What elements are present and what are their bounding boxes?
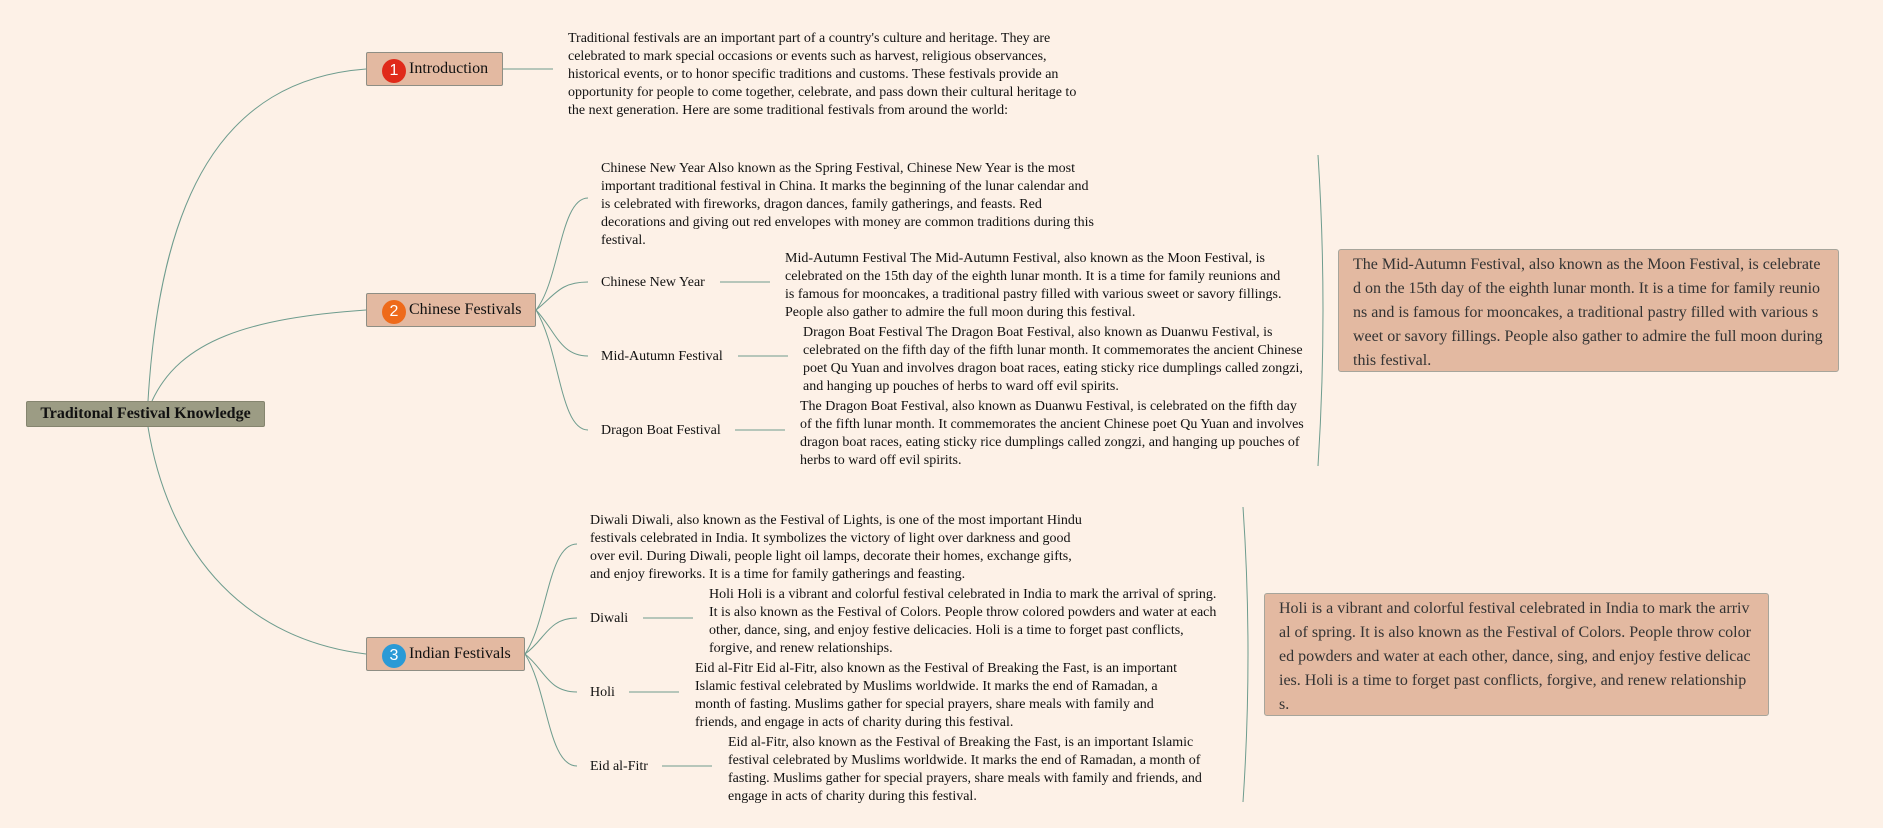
bracket-chinese xyxy=(1318,155,1323,466)
mid-autumn-festival-detail: Dragon Boat Festival The Dragon Boat Festival, also known as Duanwu Festival, is celebrated on the fifth day of the fifth lunar month. It commemorates the ancient Chinese poet Qu Yuan and involves dragon boat races, eating sticky rice dumplings called zongzi, and hanging up pouches of herbs to ward off evil spirits. xyxy=(803,325,1303,394)
connector-root-indian xyxy=(148,427,366,654)
item-diwali[interactable]: Diwali xyxy=(590,611,629,626)
item-chinese-new-year[interactable]: Chinese New Year xyxy=(601,275,705,290)
topic-label: Chinese Festivals xyxy=(409,301,522,318)
chinese-festivals-callout: The Mid-Autumn Festival, also known as the Moon Festival, is celebrated on the 15th day of the eighth lunar month. It is a time for family reunions and is famous for mooncakes, a traditional pastry filled with various sweet or savory fillings. People also gather to admire the full moon during this festival. xyxy=(1338,249,1839,372)
connector-root-chinese xyxy=(152,310,366,401)
connector-indian-diwali xyxy=(525,618,577,654)
topic-chinese-festivals[interactable] xyxy=(366,293,536,327)
introduction-summary: Traditional festivals are an important part of a country's culture and heritage. They are celebrated to mark special occasions or events such as harvest, religious observances, historical events, or to honor specific traditions and customs. These festivals provide an opportunity for people to come together, celebrate, and pass down their cultural heritage to the next generation. Here are some traditional festivals from around the world: xyxy=(568,31,1077,118)
root-node[interactable] xyxy=(26,401,265,427)
dragon-boat-festival-detail: The Dragon Boat Festival, also known as Duanwu Festival, is celebrated on the fifth day of the fifth lunar month. It commemorates the ancient Chinese poet Qu Yuan and involves dragon boat races, eating sticky rice dumplings called zongzi, and hanging up pouches of herbs to ward off evil spirits. xyxy=(800,399,1304,468)
connector-chinese-midautumn xyxy=(536,310,588,356)
diwali-detail: Holi Holi is a vibrant and colorful festival celebrated in India to mark the arrival of spring. It is also known as the Festival of Colors. People throw colored powders and water at each other, dance, sing, and enjoy festive delicacies. Holi is a time to forget past conflicts, forgive, and renew relationships. xyxy=(709,587,1217,656)
chinese-new-year-detail: Mid-Autumn Festival The Mid-Autumn Festival, also known as the Moon Festival, is celebrated on the 15th day of the eighth lunar month. It is a time for family reunions and is famous for mooncakes, a traditional pastry filled with various sweet or savory fillings. People also gather to admire the full moon during this festival. xyxy=(785,251,1282,320)
item-eid-al-fitr[interactable]: Eid al-Fitr xyxy=(590,759,648,774)
number-3-badge: 3 xyxy=(382,644,406,668)
bracket-indian xyxy=(1243,507,1248,802)
item-dragon-boat-festival[interactable]: Dragon Boat Festival xyxy=(601,423,721,438)
indian-festivals-summary: Diwali Diwali, also known as the Festival of Lights, is one of the most important Hindu festivals celebrated in India. It symbolizes the victory of light over darkness and good over evil. During Diwali, people light oil lamps, decorate their homes, exchange gifts, and enjoy fireworks. It is a time for family gatherings and feasting. xyxy=(590,513,1082,582)
root-label: Traditonal Festival Knowledge xyxy=(40,405,251,422)
connector-root-introduction xyxy=(148,69,366,401)
chinese-festivals-summary: Chinese New Year Also known as the Spring Festival, Chinese New Year is the most important traditional festival in China. It marks the beginning of the lunar calendar and is celebrated with fireworks, dragon dances, family gatherings, and feasts. Red decorations and giving out red envelopes with money are common traditions during this festival. xyxy=(601,161,1095,248)
topic-introduction[interactable] xyxy=(366,52,503,86)
number-2-badge: 2 xyxy=(382,300,406,324)
topic-indian-festivals[interactable] xyxy=(366,637,525,671)
connector-chinese-summary xyxy=(536,198,588,310)
item-mid-autumn-festival[interactable]: Mid-Autumn Festival xyxy=(601,349,723,364)
number-1-badge: 1 xyxy=(382,59,406,83)
topic-label: Indian Festivals xyxy=(409,645,511,662)
eid-al-fitr-detail: Eid al-Fitr, also known as the Festival of Breaking the Fast, is an important Islamic festival celebrated by Muslims worldwide. It marks the end of Ramadan, a month of fasting. Muslims gather for special prayers, share meals with family and friends, and engage in acts of charity during this festival. xyxy=(728,735,1202,804)
connector-indian-summary xyxy=(525,544,577,654)
topic-label: Introduction xyxy=(409,60,489,77)
connector-indian-holi xyxy=(525,654,577,692)
connector-indian-eid xyxy=(525,654,577,766)
holi-detail: Eid al-Fitr Eid al-Fitr, also known as the Festival of Breaking the Fast, is an important Islamic festival celebrated by Muslims worldwide. It marks the end of Ramadan, a month of fasting. Muslims gather for special prayers, share meals with family and friends, and engage in acts of charity during this festival. xyxy=(695,661,1177,730)
indian-festivals-callout: Holi is a vibrant and colorful festival celebrated in India to mark the arrival of spring. It is also known as the Festival of Colors. People throw colored powders and water at each other, dance, sing, and enjoy festive delicacies. Holi is a time to forget past conflicts, forgive, and renew relationships. xyxy=(1264,593,1769,716)
connector-chinese-dragonboat xyxy=(536,310,588,430)
item-holi[interactable]: Holi xyxy=(590,685,615,700)
